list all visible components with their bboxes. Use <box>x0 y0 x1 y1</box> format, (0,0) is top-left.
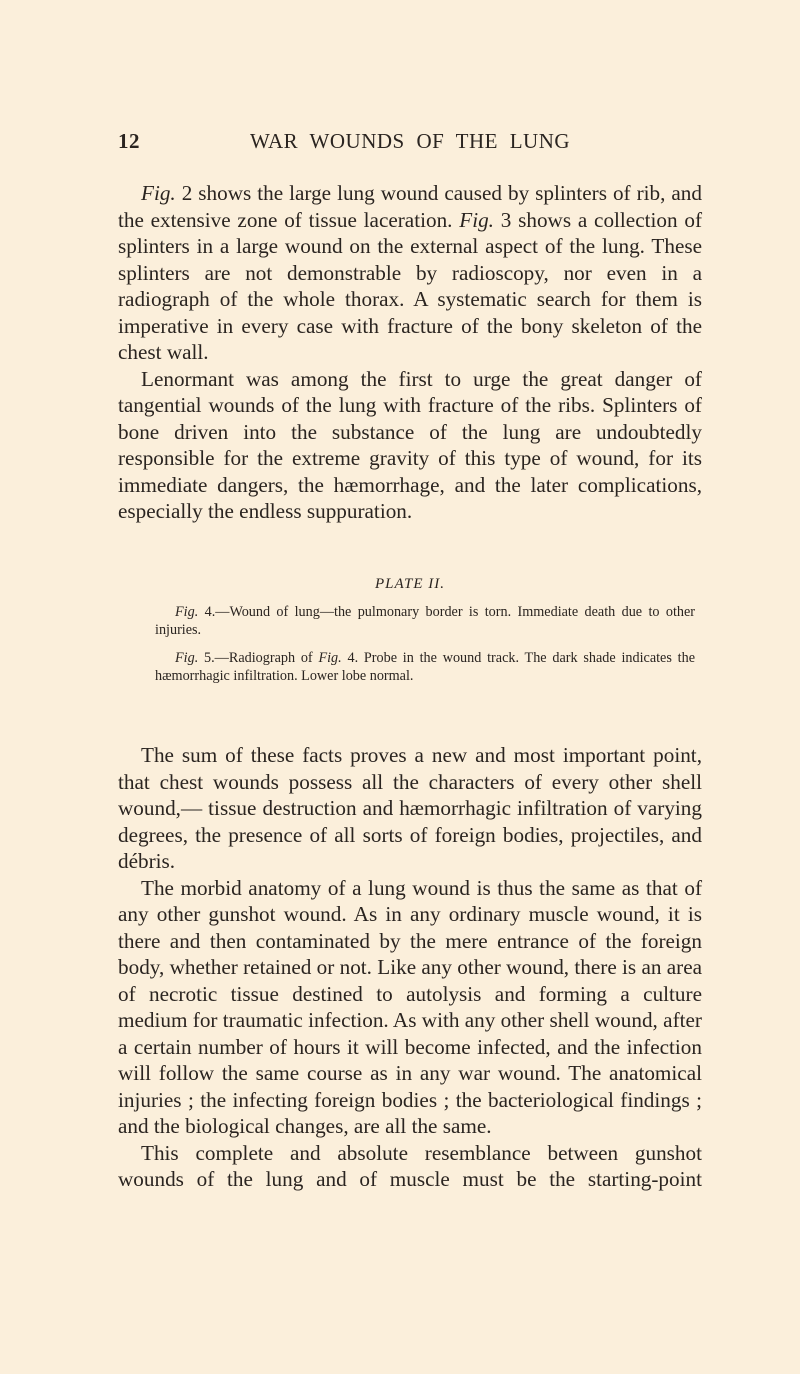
fig-reference: Fig. <box>141 181 176 205</box>
fig-label: Fig. <box>175 650 199 666</box>
paragraph-text: 2 shows the large lung wound caused by splinters of rib, and the extensive zone of tissue laceration. <box>118 181 702 232</box>
paragraph-resemblance: This complete and absolute resemblance between gunshot wounds of the lung and of muscle must be the starting-point <box>118 1140 702 1191</box>
paragraph-fig-2-3 <box>118 180 702 366</box>
caption-fig-5 <box>155 649 695 685</box>
caption-text: 4.—Wound of lung—the pulmonary border is torn. Immediate death due to other injuries. <box>155 604 695 638</box>
fig-reference: Fig. <box>459 207 494 232</box>
fig-reference: Fig. <box>318 650 342 666</box>
paragraph-sum-of-facts: The sum of these facts proves a new and most important point, that chest wounds possess all the characters of every other shell wound,— tissue destruction and hæmorrhagic infiltration of varying degrees, the presence of all sorts of foreign bodies, projectiles, and débris. <box>118 743 702 873</box>
plate-captions <box>118 576 702 695</box>
plate-title: PLATE II. <box>374 576 446 592</box>
paragraph-text: 3 shows a collection of splinters in a large wound on the external aspect of the lung. These splinters are not demonstrable by radioscopy, nor even in a radiograph of the whole thorax. A systematic search for them is imperative in every case with fracture of the bony skeleton of the chest wall. <box>118 207 702 364</box>
page-number: 12 <box>118 129 140 153</box>
running-head <box>118 129 638 159</box>
running-title: WAR WOUNDS OF THE LUNG <box>250 129 571 153</box>
paragraph-morbid-anatomy: The morbid anatomy of a lung wound is thus the same as that of any other gunshot wound. As in any ordinary muscle wound, it is there and then contaminated by the mere entrance of the foreign body, whether retained or not. Like any other wound, there is an area of necrotic tissue destined to autolysis and forming a culture medium for traumatic infection. As with any other shell wound, after a certain number of hours it will become infected, and the infection will follow the same course as in any war wound. The anatomical injuries ; the infecting foreign bodies ; the bacteriological findings ; and the biological changes, are all the same. <box>118 875 703 1138</box>
caption-fig-4 <box>155 603 695 639</box>
paragraph-lenormant: Lenormant was among the first to urge the great danger of tangential wounds of the lung with fracture of the ribs. Splinters of bone driven into the substance of the lung are undoubtedly responsible for the extreme gravity of this type of wound, for its immediate dangers, the hæmorrhage, and the later complications, especially the endless suppuration. <box>118 366 702 523</box>
caption-text: 4. Probe in the wound track. The dark shade indicates the hæmorrhagic infiltration. Lower lobe normal. <box>155 650 695 684</box>
caption-text: 5.—Radiograph of <box>198 650 319 666</box>
body-text-section-1 <box>118 180 702 525</box>
body-text-section-2 <box>118 742 702 1193</box>
fig-label: Fig. <box>175 604 199 620</box>
